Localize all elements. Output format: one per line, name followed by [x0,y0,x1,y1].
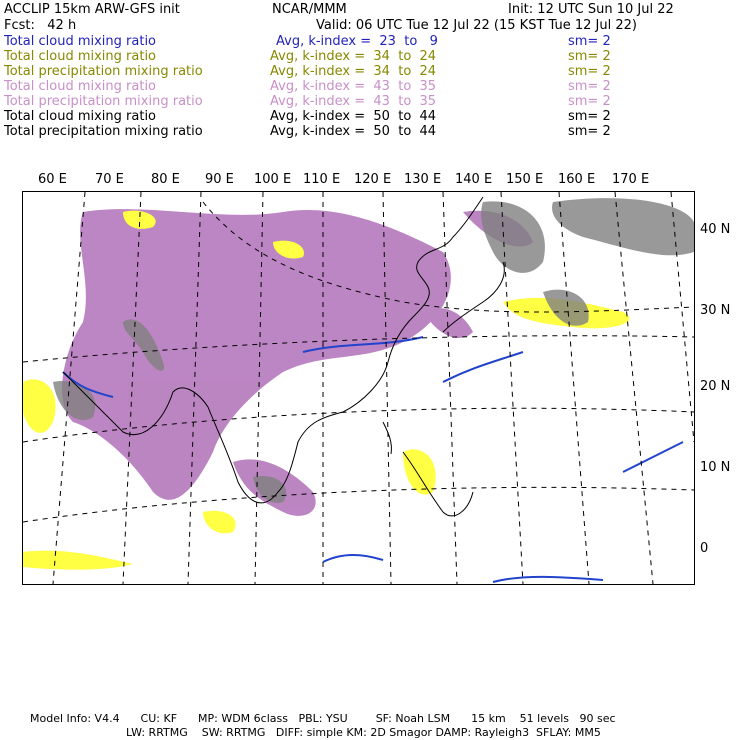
legend-smoothing: sm= 2 [568,94,611,109]
longitude-label: 150 E [506,172,544,187]
legend-smoothing: sm= 2 [568,49,611,64]
legend-field-name: Total cloud mixing ratio [4,49,157,64]
legend-k-index-range: Avg, k-index = 34 to 24 [270,64,437,79]
valid-time: Valid: 06 UTC Tue 12 Jul 22 (15 KST Tue 12 Jul 22) [316,18,637,33]
legend-k-index-range: Avg, k-index = 43 to 35 [270,94,437,109]
longitude-label: 100 E [254,172,292,187]
latitude-label: 20 N [700,379,731,394]
model-info-line1: Model Info: V4.4 CU: KF MP: WDM 6class PBL: YSU SF: Noah LSM 15 km 51 levels 90 sec [30,712,616,725]
latitude-label: 10 N [700,460,731,475]
organization-label: NCAR/MMM [272,2,347,17]
legend-k-index-range: Avg, k-index = 50 to 44 [270,124,437,139]
legend-k-index-range: Avg, k-index = 43 to 35 [270,79,437,94]
longitude-label: 130 E [404,172,442,187]
longitude-label: 170 E [612,172,650,187]
legend-smoothing: sm= 2 [568,34,611,49]
legend-k-index-range: Avg, k-index = 50 to 44 [270,109,437,124]
legend-smoothing: sm= 2 [568,109,611,124]
model-title: ACCLIP 15km ARW-GFS init [4,2,180,17]
longitude-label: 120 E [354,172,392,187]
legend-field-name: Total precipitation mixing ratio [4,124,203,139]
legend-field-name: Total cloud mixing ratio [4,109,157,124]
longitude-label: 60 E [38,172,67,187]
legend-field-name: Total cloud mixing ratio [4,79,157,94]
latitude-label: 30 N [700,303,731,318]
latitude-label: 40 N [700,222,731,237]
legend-field-name: Total precipitation mixing ratio [4,94,203,109]
longitude-label: 70 E [95,172,124,187]
forecast-hour: Fcst: 42 h [4,18,77,33]
model-info-line2: LW: RRTMG SW: RRTMG DIFF: simple KM: 2D Smagor DAMP: Rayleigh3 SFLAY: MM5 [126,726,601,739]
legend-k-index-range: Avg, k-index = 23 to 9 [276,34,438,49]
legend-field-name: Total cloud mixing ratio [4,34,157,49]
latitude-label: 0 [700,541,709,556]
legend-smoothing: sm= 2 [568,79,611,94]
longitude-label: 80 E [151,172,180,187]
forecast-map [22,191,695,585]
legend-field-name: Total precipitation mixing ratio [4,64,203,79]
legend-smoothing: sm= 2 [568,124,611,139]
longitude-label: 140 E [455,172,493,187]
longitude-label: 110 E [303,172,341,187]
legend-smoothing: sm= 2 [568,64,611,79]
init-time: Init: 12 UTC Sun 10 Jul 22 [508,2,674,17]
longitude-label: 160 E [558,172,596,187]
legend-k-index-range: Avg, k-index = 34 to 24 [270,49,437,64]
longitude-label: 90 E [205,172,234,187]
